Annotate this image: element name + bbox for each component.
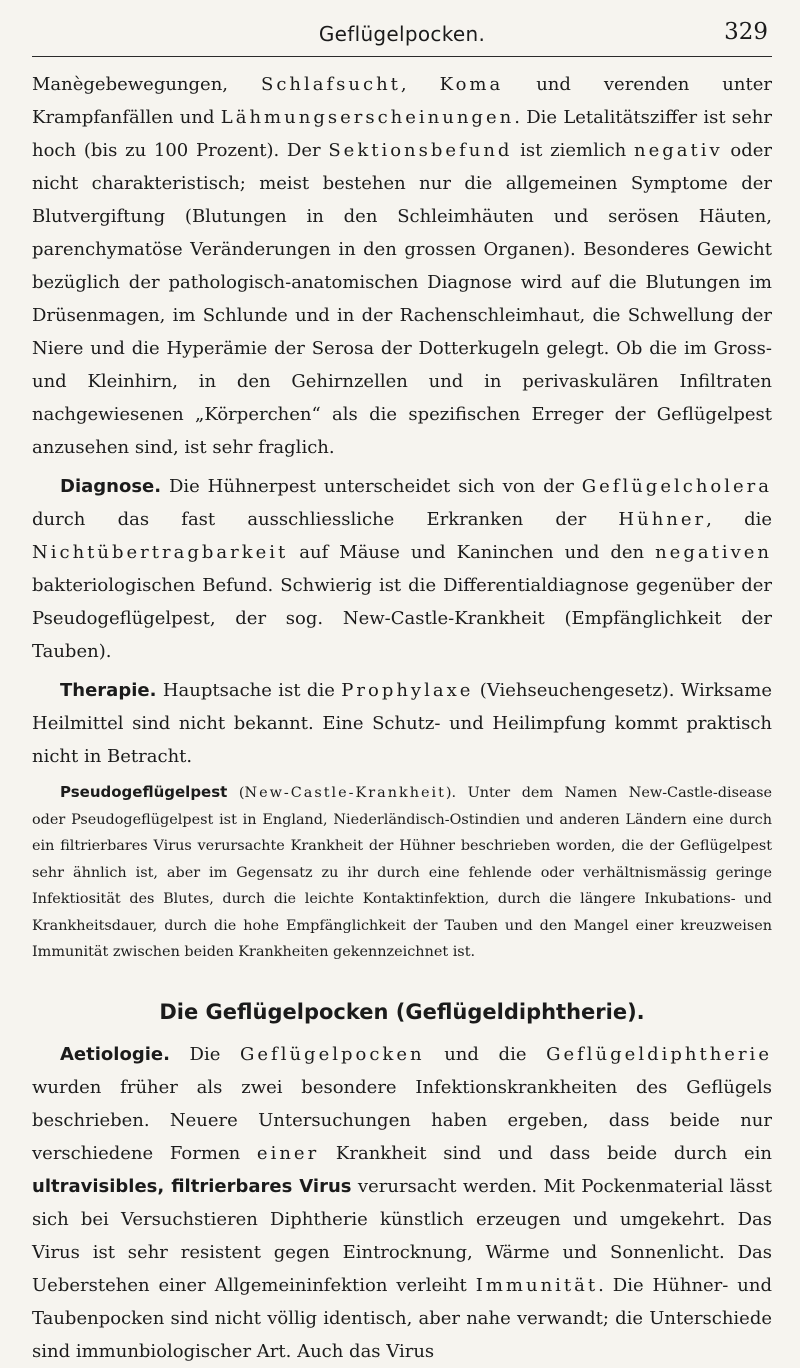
page-header — [32, 16, 772, 57]
emphasis: negativen — [655, 542, 772, 563]
emphasis: Prophylaxe — [341, 680, 474, 701]
emphasis: Sektionsbefund — [328, 140, 513, 161]
section-heading-pseudogefluegelpest: Pseudogeflügelpest — [60, 783, 228, 801]
text: oder nicht charakteristisch; meist bestehen nur die allgemeinen Symptome der Blutvergiftung (Blutungen in den Schleimhäuten und serösen Häuten, parenchymatöse Veränderungen in den grossen Organen). Besonderes Gewicht bezüglich der pathologisch-anatomischen Diagnose wird auf die Blutungen im Drüsenmagen, im Schlunde und in der Rachenschleimhaut, die Schwellung der Niere und die Hyperämie der Serosa der Dotterkugeln gelegt. Ob die im Gross- und Kleinhirn, in den Gehirnzellen und in perivaskulären Infiltraten nachgewiesenen „Körperchen“ als die spezifischen Erreger der Geflügelpest anzusehen sind, ist sehr fraglich. — [32, 140, 772, 458]
paragraph-aetiologie — [32, 1038, 772, 1368]
section-heading-diagnose: Diagnose. — [60, 476, 162, 497]
text: Hauptsache ist die — [156, 680, 342, 701]
emphasis: einer — [256, 1142, 320, 1164]
emphasis: Hühner — [618, 509, 707, 530]
text: , — [400, 74, 440, 95]
emphasis: Koma — [439, 74, 504, 95]
text: . Die Letalitätsziffer ist sehr hoch (bis zu 100 Prozent). Der — [32, 107, 772, 161]
text: und verenden unter Krampfanfällen und — [32, 74, 772, 128]
page-body — [32, 68, 772, 1368]
paragraph-therapie — [32, 674, 772, 773]
emphasis: Schlafsucht — [261, 74, 401, 95]
text: Krankheit sind und dass beide durch ein — [319, 1142, 772, 1164]
paragraph-diagnose — [32, 470, 772, 668]
emphasis: Geflügelcholera — [581, 476, 772, 497]
text: . Die Hühner- und Taubenpocken sind nicht völlig identisch, aber nahe verwandt; die Unterschiede sind immunbiologischer Art. Auch das Virus — [32, 1274, 773, 1362]
text: verursacht werden. Mit Pockenmaterial lässt sich bei Versuchstieren Diphtherie künstlich erzeugen und umgekehrt. Das Virus ist sehr resistent gegen Eintrocknung, Wärme und Sonnenlicht. Das Ueberstehen einer Allgemeininfektion verleiht — [32, 1175, 772, 1296]
text: auf Mäuse und Kaninchen und den — [288, 542, 656, 563]
text: Manègebewegungen, — [32, 74, 261, 95]
text: ( — [227, 785, 245, 801]
text: Die — [169, 1043, 241, 1065]
emphasis: negativ — [633, 140, 723, 161]
bold-term: ultravisibles, filtrierbares Virus — [32, 1175, 352, 1197]
page-number: 329 — [724, 19, 768, 45]
emphasis: Lähmungserscheinungen — [220, 107, 515, 128]
chapter-title: Die Geflügelpocken (Geflügeldiphtherie). — [159, 999, 645, 1024]
emphasis: Geflügelpocken — [240, 1043, 425, 1065]
section-heading-therapie: Therapie. — [60, 680, 157, 701]
emphasis: Geflügeldiphtherie — [546, 1043, 772, 1065]
text: (Viehseuchengesetz). Wirksame Heilmittel sind nicht bekannt. Eine Schutz- und Heilimpfung kommt praktisch nicht in Betracht. — [32, 680, 772, 767]
text: wurden früher als zwei besondere Infektionskrankheiten des Geflügels beschrieben. Neuere Untersuchungen haben ergeben, dass beide nur verschiedene Formen — [32, 1076, 772, 1164]
paragraph-pseudogefluegelpest — [32, 779, 772, 966]
emphasis: New-Castle-Krankheit — [244, 785, 446, 801]
text: bakteriologischen Befund. Schwierig ist die Differentialdiagnose gegenüber der Pseudogeflügelpest, der sog. New-Castle-Krankheit (Empfänglichkeit der Tauben). — [32, 575, 772, 662]
text: ist ziemlich — [512, 140, 634, 161]
text: und die — [424, 1043, 547, 1065]
emphasis: Immunität — [475, 1274, 599, 1296]
section-heading-aetiologie: Aetiologie. — [60, 1043, 170, 1065]
running-title: Geflügelpocken. — [318, 22, 486, 46]
text: Die Hühnerpest unterscheidet sich von der — [161, 476, 582, 497]
text: durch das fast ausschliessliche Erkranken der — [32, 509, 619, 530]
paragraph-symptoms — [32, 68, 772, 464]
text: , die — [706, 509, 773, 530]
emphasis: Nichtübertragbarkeit — [32, 542, 289, 563]
text: ). Unter dem Namen New-Castle-disease oder Pseudogeflügelpest ist in England, Niederländisch-Ostindien und anderen Ländern eine durch ein filtrierbares Virus verursachte Krankheit der Hühner beschrieben worden, die der Geflügelpest sehr ähnlich ist, aber im Gegensatz zu ihr durch eine fehlende oder verhältnismässig geringe Infektiosität des Blutes, durch die leichte Kontaktinfektion, durch die längere Inkubations- und Krankheitsdauer, durch die hohe Empfänglichkeit der Tauben und den Mangel einer kreuzweisen Immunität zwischen beiden Krankheiten gekennzeichnet ist. — [32, 785, 772, 960]
